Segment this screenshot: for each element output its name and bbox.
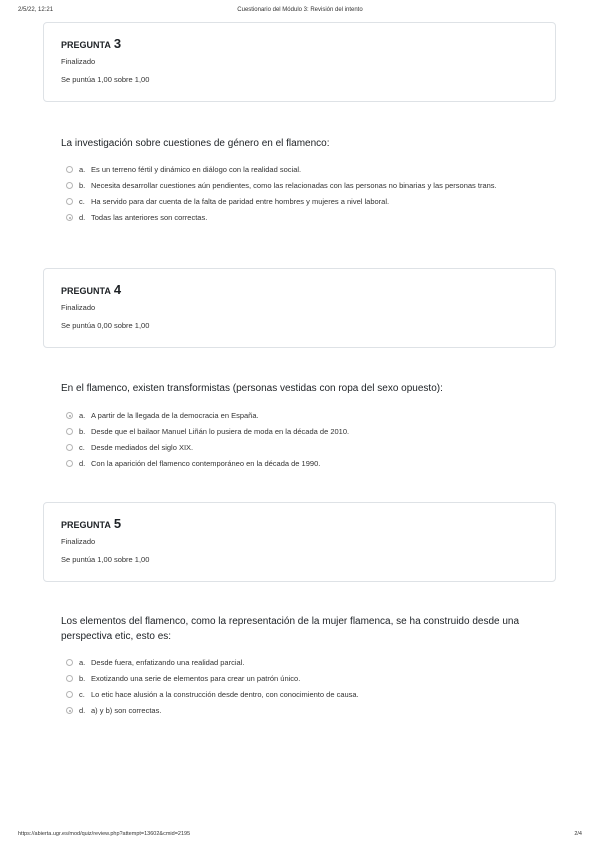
question-grade: Se puntúa 0,00 sobre 1,00 [61, 321, 150, 330]
answer-letter: c. [79, 443, 85, 452]
answer-list-5 [66, 656, 536, 720]
question-number: 4 [113, 282, 122, 297]
question-info-card-3 [43, 22, 556, 102]
question-text-4: En el flamenco, existen transformistas (personas vestidas con ropa del sexo opuesto): [61, 383, 443, 394]
print-url: https://abierta.ugr.es/mod/quiz/review.php?attempt=13602&cmid=2195 [18, 831, 191, 837]
answer-option[interactable] [66, 441, 536, 455]
answer-text: Exotizando una serie de elementos para crear un patrón único. [91, 674, 301, 683]
question-heading [61, 282, 121, 297]
print-header [0, 7, 600, 19]
answer-option[interactable] [66, 688, 536, 702]
print-date: 2/5/22, 12:21 [18, 7, 54, 13]
answer-text: a) y b) son correctas. [91, 706, 162, 715]
answer-option[interactable] [66, 211, 536, 225]
answer-letter: b. [79, 427, 86, 436]
question-state: Finalizado [61, 537, 96, 546]
answer-letter: b. [79, 181, 86, 190]
answer-option[interactable] [66, 457, 536, 471]
print-title: Cuestionario del Módulo 3: Revisión del intento [237, 7, 363, 13]
answer-option[interactable] [66, 704, 536, 718]
answer-letter: c. [79, 690, 85, 699]
answer-letter: a. [79, 411, 86, 420]
answer-text: Con la aparición del flamenco contemporáneo en la década de 1990. [91, 459, 321, 468]
question-heading [61, 516, 121, 531]
question-grade: Se puntúa 1,00 sobre 1,00 [61, 555, 150, 564]
answer-text: Es un terreno fértil y dinámico en diálogo con la realidad social. [91, 165, 302, 174]
answer-text: Necesita desarrollar cuestiones aún pendientes, como las relacionadas con las personas no binarias y las personas trans. [91, 181, 497, 190]
answer-option[interactable] [66, 409, 536, 423]
answer-option[interactable] [66, 179, 536, 193]
question-info-card-5 [43, 502, 556, 582]
answer-option[interactable] [66, 163, 536, 177]
answer-letter: a. [79, 658, 86, 667]
answer-option[interactable] [66, 656, 536, 670]
question-text-5: Los elementos del flamenco, como la representación de la mujer flamenca, se ha construido desde una perspectiva etic, esto es: [61, 616, 520, 642]
radio-button-selected[interactable] [66, 707, 73, 714]
radio-button[interactable] [66, 675, 73, 682]
question-grade: Se puntúa 1,00 sobre 1,00 [61, 75, 150, 84]
print-footer [0, 831, 600, 843]
question-heading [61, 36, 121, 51]
radio-button-selected[interactable] [66, 214, 73, 221]
answer-letter: d. [79, 459, 86, 468]
question-state: Finalizado [61, 303, 96, 312]
answer-letter: d. [79, 706, 86, 715]
radio-button[interactable] [66, 428, 73, 435]
radio-button[interactable] [66, 182, 73, 189]
answer-letter: b. [79, 674, 86, 683]
question-label: PREGUNTA [61, 286, 111, 296]
answer-option[interactable] [66, 195, 536, 209]
answer-text: Desde que el bailaor Manuel Liñán lo pusiera de moda en la década de 2010. [91, 427, 350, 436]
question-info-card-4 [43, 268, 556, 348]
radio-button[interactable] [66, 198, 73, 205]
answer-option[interactable] [66, 425, 536, 439]
question-state: Finalizado [61, 57, 96, 66]
radio-button[interactable] [66, 691, 73, 698]
page-number: 2/4 [574, 831, 582, 837]
answer-text: A partir de la llegada de la democracia en España. [91, 411, 259, 420]
question-label: PREGUNTA [61, 40, 111, 50]
answer-list-4 [66, 409, 536, 473]
answer-letter: d. [79, 213, 86, 222]
answer-text: Todas las anteriores son correctas. [91, 213, 208, 222]
answer-text: Lo etic hace alusión a la construcción desde dentro, con conocimiento de causa. [91, 690, 359, 699]
answer-text: Desde mediados del siglo XIX. [91, 443, 194, 452]
radio-button[interactable] [66, 166, 73, 173]
answer-option[interactable] [66, 672, 536, 686]
answer-letter: c. [79, 197, 85, 206]
answer-list-3 [66, 163, 536, 227]
radio-button[interactable] [66, 444, 73, 451]
answer-letter: a. [79, 165, 86, 174]
question-text-3: La investigación sobre cuestiones de género en el flamenco: [61, 138, 330, 149]
question-number: 5 [113, 516, 122, 531]
answer-text: Desde fuera, enfatizando una realidad parcial. [91, 658, 245, 667]
answer-text: Ha servido para dar cuenta de la falta de paridad entre hombres y mujeres a nivel laboral. [91, 197, 390, 206]
question-number: 3 [113, 36, 122, 51]
radio-button[interactable] [66, 460, 73, 467]
radio-button-selected[interactable] [66, 412, 73, 419]
radio-button[interactable] [66, 659, 73, 666]
question-label: PREGUNTA [61, 520, 111, 530]
